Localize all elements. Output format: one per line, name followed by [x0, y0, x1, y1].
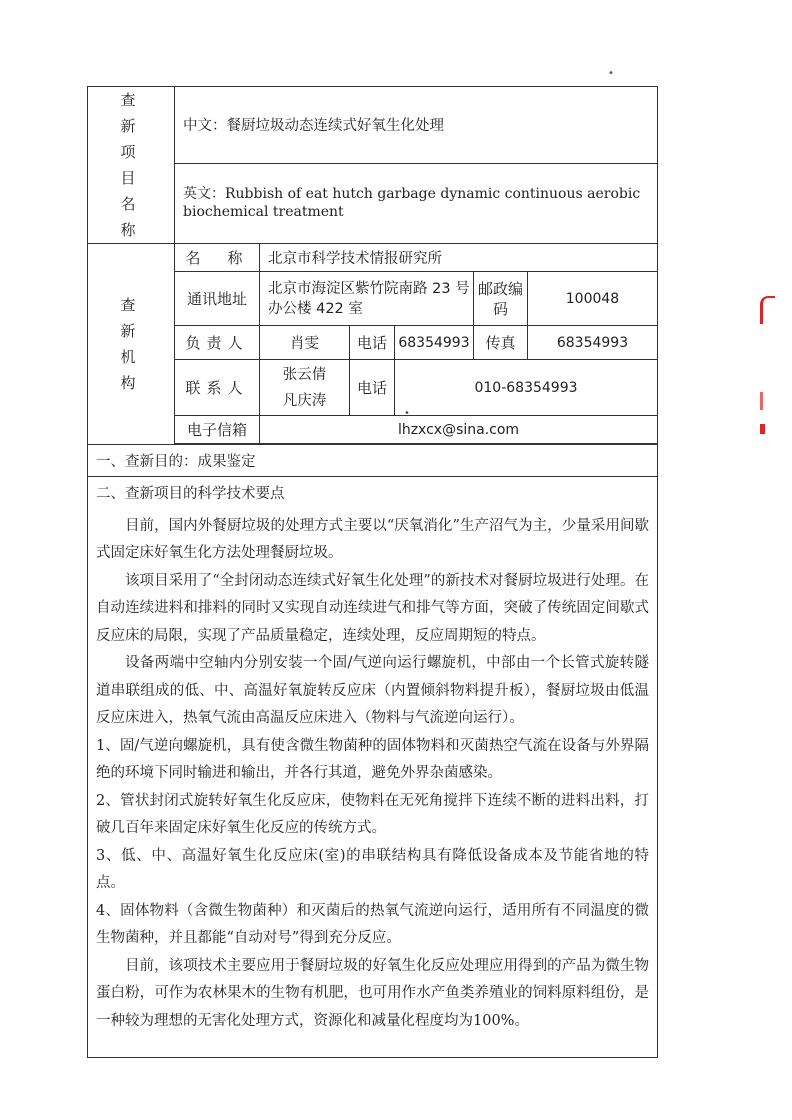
closing-paragraph: 目前，该项技术主要应用于餐厨垃圾的好氧生化反应处理应用得到的产品为微生物蛋白粉，可作为农林果木的生物有机肥，也可用作水产鱼类养殖业的饲料原料组份，是一种较为理想的无害化处理方式，资源化和减量化程度均为100%。: [96, 957, 649, 1029]
points-content: [88, 509, 658, 1058]
contacts: [260, 360, 350, 416]
project-name-label: [88, 87, 179, 244]
contact-person: 凡庆涛: [282, 392, 327, 409]
label-line: 查 新: [120, 296, 179, 340]
paragraph: 目前，国内外餐厨垃圾的处理方式主要以“厌氧消化”生产沼气为主，少量采用间歇式固定床好氧生化方法处理餐厨垃圾。: [96, 517, 649, 561]
contact-person: 张云倩: [282, 366, 327, 383]
agency-name: 北京市科学技术情报研究所: [260, 244, 658, 272]
postcode: 100048: [528, 272, 658, 326]
scan-speck: •: [404, 408, 410, 419]
label-line: 项 目: [120, 143, 179, 187]
email: lhzxcx@sina.com: [260, 416, 658, 444]
address-label: 通讯地址: [175, 272, 260, 326]
form-table: [87, 86, 658, 1058]
label-line: 机 构: [120, 348, 179, 392]
label-line: 名 称: [120, 195, 179, 239]
fax: 68354993: [528, 326, 658, 360]
address: 北京市海淀区紫竹院南路 23 号办公楼 422 室: [260, 272, 474, 326]
head-label: 负责人: [175, 326, 260, 360]
list-item: 1、固/气逆向螺旋机，具有使含微生物菌种的固体物料和灭菌热空气流在设备与外界隔绝的环境下同时输进和输出，并各行其道，避免外界杂菌感染。: [96, 737, 649, 781]
agency-name-label: 名 称: [175, 244, 260, 272]
agency-label: [88, 244, 179, 445]
query-form: [87, 86, 657, 1058]
paragraph: 该项目采用了“全封闭动态连续式好氧生化处理”的新技术对餐厨垃圾进行处理。在自动连续进料和排料的同时又实现自动连续进气和排气等方面，突破了传统固定间歇式反应床的局限，实现了产品质量稳定，连续处理，反应周期短的特点。: [96, 572, 649, 644]
list-item: 3、低、中、高温好氧生化反应床(室)的串联结构具有降低设备成本及节能省地的特点。: [96, 847, 649, 891]
project-name-en: 英文：Rubbish of eat hutch garbage dynamic continuous aerobic biochemical treatment: [175, 163, 658, 243]
stamp-fragment: [760, 392, 775, 410]
head-phone-label: 电话: [350, 326, 395, 360]
contact-phone-label: 电话: [350, 360, 395, 416]
contact-label: 联系人: [175, 360, 260, 416]
email-label: 电子信箱: [175, 416, 260, 444]
points-title: 二、查新项目的科学技术要点: [88, 477, 658, 509]
project-name-cn: 中文：餐厨垃圾动态连续式好氧生化处理: [175, 87, 658, 164]
fax-label: 传真: [474, 326, 528, 360]
head-phone: 68354993: [395, 326, 474, 360]
list-item: 4、固体物料（含微生物菌种）和灭菌后的热氧气流逆向运行，适用所有不同温度的微生物菌种，并且都能“自动对号”得到充分反应。: [96, 902, 649, 946]
postcode-label: 邮政编码: [474, 272, 528, 326]
list-item: 2、管状封闭式旋转好氧生化反应床，使物料在无死角搅拌下连续不断的进料出料，打破几百年来固定床好氧生化反应的传统方式。: [96, 792, 649, 836]
paragraph: 设备两端中空轴内分别安装一个固/气逆向运行螺旋机，中部由一个长管式旋转隧道串联组成的低、中、高温好氧旋转反应床（内置倾斜物料提升板），餐厨垃圾由低温反应床进入，热氧气流由高温反应床进入（物料与气流逆向运行）。: [96, 655, 649, 726]
label-line: 查 新: [120, 91, 179, 135]
contact-phone: 010-68354993: [395, 360, 658, 416]
purpose: 一、查新目的：成果鉴定: [88, 445, 658, 477]
head-name: 肖雯: [260, 326, 350, 360]
stamp-fragment: [760, 296, 775, 324]
stamp-fragment: [760, 424, 777, 434]
scan-speck: •: [608, 68, 614, 79]
